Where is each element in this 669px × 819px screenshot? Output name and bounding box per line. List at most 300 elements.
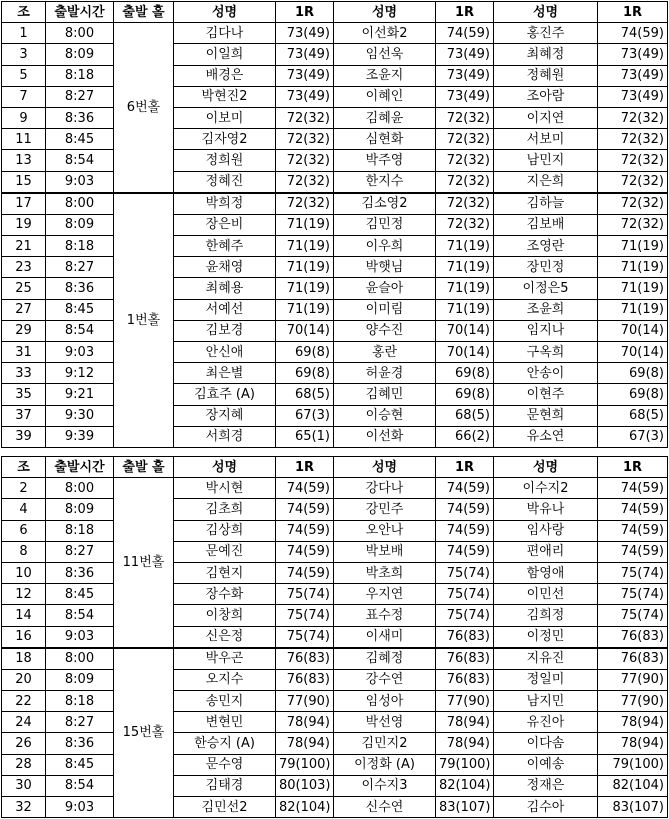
round-score: 72(32) (436, 171, 494, 193)
round-score: 78(94) (436, 712, 494, 733)
round-score: 72(32) (598, 129, 668, 150)
table-row (2, 520, 668, 541)
round-score: 70(14) (436, 320, 494, 341)
round-score: 79(100) (436, 754, 494, 775)
round-score: 82(104) (436, 775, 494, 796)
round-score: 68(5) (598, 405, 668, 426)
player-name: 이일희 (174, 44, 276, 65)
group-number: 9 (2, 107, 46, 128)
group-number: 2 (2, 478, 46, 499)
round-score: 80(103) (276, 775, 334, 796)
round-score: 74(59) (276, 562, 334, 583)
start-time: 9:39 (46, 426, 114, 447)
round-score: 74(59) (436, 520, 494, 541)
group-number: 33 (2, 363, 46, 384)
start-time: 8:27 (46, 86, 114, 107)
player-name: 윤채영 (174, 257, 276, 278)
group-number: 10 (2, 562, 46, 583)
player-name: 남민지 (494, 150, 598, 171)
group-number: 14 (2, 605, 46, 626)
player-name: 조윤지 (334, 65, 436, 86)
round-score: 76(83) (598, 648, 668, 670)
table-row (2, 299, 668, 320)
player-name: 최혜용 (174, 278, 276, 299)
round-score: 72(32) (276, 171, 334, 193)
group-number: 23 (2, 257, 46, 278)
player-name: 김상희 (174, 520, 276, 541)
table-row (2, 584, 668, 605)
round-score: 71(19) (276, 236, 334, 257)
round-score: 75(74) (436, 562, 494, 583)
start-time: 9:03 (46, 797, 114, 818)
start-time: 8:00 (46, 648, 114, 670)
header-name-1: 성명 (174, 457, 276, 478)
start-time: 8:09 (46, 669, 114, 690)
tee-time-table-1 (1, 1, 668, 448)
table-row (2, 23, 668, 44)
player-name: 김민정 (334, 214, 436, 235)
table-row (2, 478, 668, 499)
round-score: 72(32) (598, 150, 668, 171)
player-name: 임사랑 (494, 520, 598, 541)
player-name: 표수정 (334, 605, 436, 626)
round-score: 71(19) (276, 299, 334, 320)
table-row (2, 150, 668, 171)
table-row (2, 214, 668, 235)
start-time: 9:03 (46, 342, 114, 363)
player-name: 오안나 (334, 520, 436, 541)
round-score: 69(8) (276, 342, 334, 363)
round-score: 75(74) (276, 626, 334, 648)
round-score: 70(14) (598, 320, 668, 341)
start-time: 8:36 (46, 107, 114, 128)
round-score: 72(32) (436, 150, 494, 171)
round-score: 74(59) (276, 499, 334, 520)
player-name: 강수연 (334, 669, 436, 690)
round-score: 77(90) (598, 691, 668, 712)
round-score: 69(8) (598, 363, 668, 384)
player-name: 안송이 (494, 363, 598, 384)
round-score: 83(107) (598, 797, 668, 818)
player-name: 김혜윤 (334, 107, 436, 128)
player-name: 김소영2 (334, 193, 436, 215)
group-number: 12 (2, 584, 46, 605)
table-row (2, 236, 668, 257)
player-name: 박주영 (334, 150, 436, 171)
start-time: 8:00 (46, 478, 114, 499)
start-time: 8:45 (46, 754, 114, 775)
player-name: 김민선2 (174, 797, 276, 818)
round-score: 69(8) (598, 384, 668, 405)
player-name: 김태경 (174, 775, 276, 796)
header-round-2: 1R (436, 2, 494, 23)
start-time: 9:12 (46, 363, 114, 384)
start-time: 9:03 (46, 626, 114, 648)
round-score: 82(104) (276, 797, 334, 818)
start-time: 9:21 (46, 384, 114, 405)
table-row (2, 499, 668, 520)
round-score: 75(74) (598, 605, 668, 626)
player-name: 장민정 (494, 257, 598, 278)
round-score: 68(5) (276, 384, 334, 405)
table-row (2, 648, 668, 670)
player-name: 심현화 (334, 129, 436, 150)
player-name: 이새미 (334, 626, 436, 648)
round-score: 74(59) (276, 520, 334, 541)
round-score: 82(104) (598, 775, 668, 796)
player-name: 박유나 (494, 499, 598, 520)
player-name: 김자영2 (174, 129, 276, 150)
player-name: 이승현 (334, 405, 436, 426)
table-row (2, 320, 668, 341)
player-name: 문현희 (494, 405, 598, 426)
group-number: 28 (2, 754, 46, 775)
round-score: 66(2) (436, 426, 494, 447)
player-name: 김보배 (494, 214, 598, 235)
round-score: 73(49) (276, 86, 334, 107)
start-time: 8:54 (46, 320, 114, 341)
table-row (2, 712, 668, 733)
header-name-3: 성명 (494, 2, 598, 23)
player-name: 문예진 (174, 541, 276, 562)
round-score: 73(49) (598, 65, 668, 86)
table-row (2, 363, 668, 384)
player-name: 박희정 (174, 193, 276, 215)
player-name: 박초희 (334, 562, 436, 583)
round-score: 73(49) (276, 65, 334, 86)
header-name-3: 성명 (494, 457, 598, 478)
round-score: 65(1) (276, 426, 334, 447)
group-number: 39 (2, 426, 46, 447)
player-name: 김민지2 (334, 733, 436, 754)
group-number: 13 (2, 150, 46, 171)
start-time: 8:18 (46, 520, 114, 541)
player-name: 한혜주 (174, 236, 276, 257)
player-name: 구옥희 (494, 342, 598, 363)
player-name: 이다솜 (494, 733, 598, 754)
group-number: 22 (2, 691, 46, 712)
group-number: 16 (2, 626, 46, 648)
group-number: 4 (2, 499, 46, 520)
start-time: 8:00 (46, 23, 114, 44)
header-row (2, 2, 668, 23)
start-hole: 1번홀 (114, 193, 174, 448)
round-score: 71(19) (598, 299, 668, 320)
player-name: 이정화 (A) (334, 754, 436, 775)
player-name: 이민선 (494, 584, 598, 605)
round-score: 72(32) (276, 150, 334, 171)
player-name: 이예송 (494, 754, 598, 775)
player-name: 문수영 (174, 754, 276, 775)
round-score: 76(83) (276, 669, 334, 690)
round-score: 68(5) (436, 405, 494, 426)
player-name: 박우곤 (174, 648, 276, 670)
table-row (2, 405, 668, 426)
round-score: 74(59) (276, 541, 334, 562)
round-score: 73(49) (436, 65, 494, 86)
round-score: 73(49) (436, 44, 494, 65)
round-score: 72(32) (598, 193, 668, 215)
round-score: 71(19) (276, 257, 334, 278)
header-round-1: 1R (276, 457, 334, 478)
player-name: 이보미 (174, 107, 276, 128)
start-time: 8:36 (46, 278, 114, 299)
player-name: 우지연 (334, 584, 436, 605)
group-number: 5 (2, 65, 46, 86)
round-score: 67(3) (598, 426, 668, 447)
player-name: 이선화 (334, 426, 436, 447)
round-score: 71(19) (276, 214, 334, 235)
header-start-hole: 출발 홀 (114, 457, 174, 478)
player-name: 강민주 (334, 499, 436, 520)
player-name: 김혜정 (334, 648, 436, 670)
start-time: 8:45 (46, 299, 114, 320)
table-row (2, 171, 668, 193)
header-group: 조 (2, 2, 46, 23)
player-name: 강다나 (334, 478, 436, 499)
group-number: 30 (2, 775, 46, 796)
player-name: 이미림 (334, 299, 436, 320)
player-name: 이수지2 (494, 478, 598, 499)
table-row (2, 605, 668, 626)
group-number: 25 (2, 278, 46, 299)
round-score: 73(49) (598, 44, 668, 65)
round-score: 72(32) (276, 193, 334, 215)
round-score: 71(19) (276, 278, 334, 299)
table-row (2, 384, 668, 405)
player-name: 최은별 (174, 363, 276, 384)
round-score: 75(74) (276, 605, 334, 626)
player-name: 김수아 (494, 797, 598, 818)
table-row (2, 278, 668, 299)
player-name: 정재은 (494, 775, 598, 796)
player-name: 이창희 (174, 605, 276, 626)
round-score: 83(107) (436, 797, 494, 818)
table-row (2, 797, 668, 818)
player-name: 이선화2 (334, 23, 436, 44)
player-name: 홍란 (334, 342, 436, 363)
round-score: 75(74) (436, 584, 494, 605)
group-number: 27 (2, 299, 46, 320)
player-name: 서예선 (174, 299, 276, 320)
table-row (2, 733, 668, 754)
player-name: 임지나 (494, 320, 598, 341)
group-number: 29 (2, 320, 46, 341)
player-name: 조윤희 (494, 299, 598, 320)
start-time: 8:54 (46, 775, 114, 796)
table-row (2, 754, 668, 775)
player-name: 김효주 (A) (174, 384, 276, 405)
table-row (2, 626, 668, 648)
round-score: 72(32) (598, 107, 668, 128)
round-score: 74(59) (598, 23, 668, 44)
table-row (2, 65, 668, 86)
header-round-3: 1R (598, 457, 668, 478)
round-score: 72(32) (436, 129, 494, 150)
round-score: 74(59) (598, 478, 668, 499)
player-name: 이정은5 (494, 278, 598, 299)
start-time: 8:09 (46, 499, 114, 520)
table-row (2, 562, 668, 583)
start-hole: 11번홀 (114, 478, 174, 648)
player-name: 송민지 (174, 691, 276, 712)
round-score: 72(32) (598, 214, 668, 235)
player-name: 남지민 (494, 691, 598, 712)
player-name: 안신애 (174, 342, 276, 363)
round-score: 69(8) (436, 363, 494, 384)
start-time: 8:09 (46, 44, 114, 65)
player-name: 지은희 (494, 171, 598, 193)
player-name: 김현지 (174, 562, 276, 583)
round-score: 71(19) (436, 278, 494, 299)
player-name: 유소연 (494, 426, 598, 447)
player-name: 지유진 (494, 648, 598, 670)
round-score: 72(32) (276, 129, 334, 150)
group-number: 35 (2, 384, 46, 405)
round-score: 74(59) (598, 541, 668, 562)
player-name: 장수화 (174, 584, 276, 605)
start-time: 9:30 (46, 405, 114, 426)
player-name: 배경은 (174, 65, 276, 86)
round-score: 79(100) (276, 754, 334, 775)
table-row (2, 44, 668, 65)
header-name-2: 성명 (334, 2, 436, 23)
group-number: 1 (2, 23, 46, 44)
player-name: 편애리 (494, 541, 598, 562)
header-row (2, 457, 668, 478)
player-name: 장은비 (174, 214, 276, 235)
table-row (2, 129, 668, 150)
round-score: 75(74) (598, 562, 668, 583)
round-score: 78(94) (276, 733, 334, 754)
header-start-hole: 출발 홀 (114, 2, 174, 23)
table-row (2, 775, 668, 796)
group-number: 17 (2, 193, 46, 215)
round-score: 78(94) (598, 712, 668, 733)
player-name: 이정민 (494, 626, 598, 648)
round-score: 74(59) (436, 478, 494, 499)
group-number: 37 (2, 405, 46, 426)
group-number: 8 (2, 541, 46, 562)
player-name: 신은정 (174, 626, 276, 648)
round-score: 71(19) (598, 236, 668, 257)
round-score: 78(94) (436, 733, 494, 754)
table-row (2, 86, 668, 107)
round-score: 74(59) (598, 499, 668, 520)
group-number: 19 (2, 214, 46, 235)
round-score: 71(19) (598, 278, 668, 299)
player-name: 최혜정 (494, 44, 598, 65)
header-round-1: 1R (276, 2, 334, 23)
table-row (2, 691, 668, 712)
start-time: 8:54 (46, 150, 114, 171)
round-score: 71(19) (436, 299, 494, 320)
player-name: 김혜민 (334, 384, 436, 405)
start-hole: 6번홀 (114, 23, 174, 193)
round-score: 73(49) (598, 86, 668, 107)
start-time: 8:27 (46, 712, 114, 733)
start-time: 8:27 (46, 541, 114, 562)
round-score: 73(49) (436, 86, 494, 107)
start-time: 8:09 (46, 214, 114, 235)
table-row (2, 107, 668, 128)
player-name: 한지수 (334, 171, 436, 193)
round-score: 75(74) (276, 584, 334, 605)
round-score: 76(83) (598, 626, 668, 648)
round-score: 74(59) (436, 23, 494, 44)
round-score: 71(19) (436, 236, 494, 257)
table-row (2, 193, 668, 215)
group-number: 6 (2, 520, 46, 541)
round-score: 74(59) (276, 478, 334, 499)
player-name: 박햇님 (334, 257, 436, 278)
round-score: 78(94) (276, 712, 334, 733)
player-name: 장지혜 (174, 405, 276, 426)
table-row (2, 669, 668, 690)
start-time: 8:36 (46, 733, 114, 754)
player-name: 신수연 (334, 797, 436, 818)
round-score: 76(83) (436, 669, 494, 690)
player-name: 이혜인 (334, 86, 436, 107)
round-score: 76(83) (276, 648, 334, 670)
header-group: 조 (2, 457, 46, 478)
round-score: 74(59) (598, 520, 668, 541)
round-score: 69(8) (436, 384, 494, 405)
player-name: 김희정 (494, 605, 598, 626)
start-time: 8:45 (46, 584, 114, 605)
round-score: 76(83) (436, 648, 494, 670)
round-score: 73(49) (276, 44, 334, 65)
group-number: 15 (2, 171, 46, 193)
tee-time-table-2 (1, 456, 668, 818)
round-score: 71(19) (436, 257, 494, 278)
group-number: 7 (2, 86, 46, 107)
table-row (2, 541, 668, 562)
group-number: 32 (2, 797, 46, 818)
player-name: 정일미 (494, 669, 598, 690)
player-name: 허윤경 (334, 363, 436, 384)
round-score: 73(49) (276, 23, 334, 44)
player-name: 한승지 (A) (174, 733, 276, 754)
player-name: 박보배 (334, 541, 436, 562)
player-name: 조아람 (494, 86, 598, 107)
header-name-2: 성명 (334, 457, 436, 478)
round-score: 69(8) (276, 363, 334, 384)
round-score: 74(59) (436, 541, 494, 562)
round-score: 76(83) (436, 626, 494, 648)
round-score: 77(90) (598, 669, 668, 690)
round-score: 70(14) (436, 342, 494, 363)
player-name: 이우희 (334, 236, 436, 257)
player-name: 윤슬아 (334, 278, 436, 299)
player-name: 변현민 (174, 712, 276, 733)
round-score: 72(32) (436, 214, 494, 235)
player-name: 김보경 (174, 320, 276, 341)
start-hole: 15번홀 (114, 648, 174, 818)
player-name: 김하늘 (494, 193, 598, 215)
group-number: 26 (2, 733, 46, 754)
player-name: 오지수 (174, 669, 276, 690)
round-score: 75(74) (436, 605, 494, 626)
player-name: 조영란 (494, 236, 598, 257)
round-score: 72(32) (598, 171, 668, 193)
start-time: 9:03 (46, 171, 114, 193)
round-score: 77(90) (276, 691, 334, 712)
group-number: 31 (2, 342, 46, 363)
player-name: 정희원 (174, 150, 276, 171)
header-round-3: 1R (598, 2, 668, 23)
round-score: 72(32) (436, 107, 494, 128)
